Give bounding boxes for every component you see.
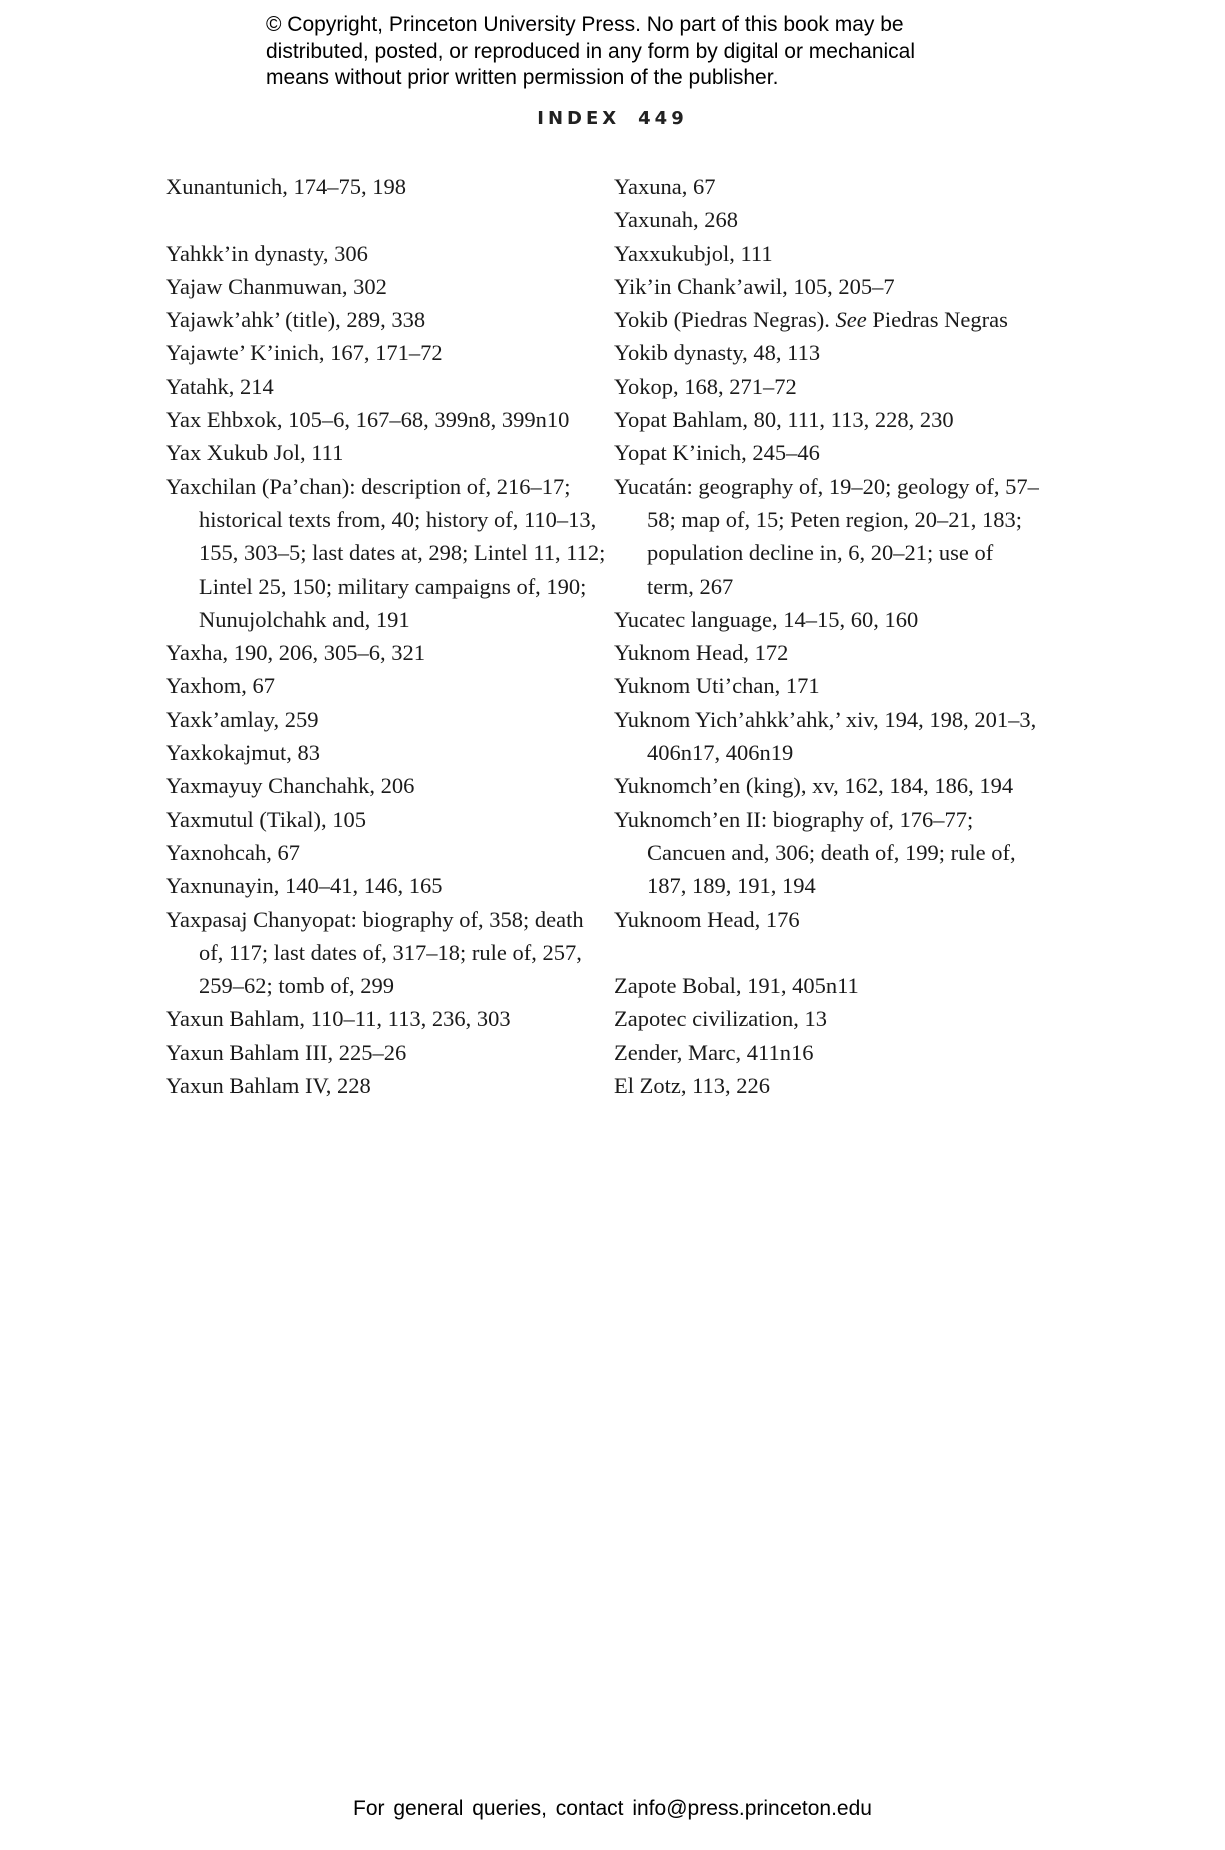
index-entry: Yuknom Head, 172 [614, 640, 789, 666]
index-entry: Yaxha, 190, 206, 305–6, 321 [166, 640, 425, 666]
index-entry: Yucatec language, 14–15, 60, 160 [614, 606, 919, 632]
index-entry: Yaxchilan (Pa’chan): description of, 216–17; historical texts from, 40; history of, 110–13, 155, 303–5; last dates at, 298; Lintel 11, 112; Lintel 25, 150; military campaigns of, 190; Nunujolchahk and, 191 [166, 473, 606, 632]
index-entry: Xunantunich, 174–75, 198 [166, 174, 406, 199]
index-entry: Yaxun Bahlam, 110–11, 113, 236, 303 [166, 1006, 511, 1032]
index-entry: Yaxun Bahlam IV, 228 [166, 1073, 371, 1099]
copyright-line-1: © Copyright, Princeton University Press. No part of this book may be [266, 13, 904, 36]
copyright-line-2: distributed, posted, or reproduced in any form by digital or mechanical [266, 39, 916, 63]
index-entry: Yajawte’ K’inich, 167, 171–72 [166, 340, 443, 366]
index-entry: Yajawk’ahk’ (title), 289, 338 [166, 307, 426, 333]
letter-gap [166, 203, 606, 236]
index-entry: Yuknoom Head, 176 [614, 906, 800, 932]
index-entry: Yaxxukubjol, 111 [614, 240, 773, 266]
index-entry: Yax Xukub Jol, 111 [166, 440, 344, 466]
index-entry: El Zotz, 113, 226 [614, 1073, 771, 1099]
index-entry: Yatahk, 214 [166, 373, 274, 399]
index-entry: Yokib (Piedras Negras). See Piedras Negras [614, 307, 1008, 333]
index-entry: Zender, Marc, 411n16 [614, 1039, 814, 1065]
index-entry: Yaxunah, 268 [614, 207, 738, 233]
index-entry: Yokib dynasty, 48, 113 [614, 340, 821, 366]
index-entry: Yik’in Chank’awil, 105, 205–7 [614, 273, 895, 299]
index-entry: Yaxk’amlay, 259 [166, 706, 319, 732]
copyright-notice [266, 12, 986, 92]
index-entry: Yaxuna, 67 [614, 174, 716, 199]
index-entry: Yahkk’in dynasty, 306 [166, 240, 368, 266]
index-entry: Yaxmayuy Chanchahk, 206 [166, 773, 415, 799]
index-entry: Yaxkokajmut, 83 [166, 740, 320, 766]
index-entry: Yaxpasaj Chanyopat: biography of, 358; death of, 117; last dates of, 317–18; rule of, 257, 259–62; tomb of, 299 [166, 906, 584, 999]
index-entry: Yaxnohcah, 67 [166, 839, 300, 865]
footer-contact: For general queries, contact info@press.princeton.edu [353, 1797, 872, 1820]
index-entry: Yuknom Uti’chan, 171 [614, 673, 820, 699]
index-entry: Yucatán: geography of, 19–20; geology of, 57–58; map of, 15; Peten region, 20–21, 183; population decline in, 6, 20–21; use of term, 267 [614, 473, 1039, 599]
copyright-line-3: means without prior written permission of the publisher. [266, 66, 779, 89]
index-entry: Yaxhom, 67 [166, 673, 275, 699]
index-entry: Yajaw Chanmuwan, 302 [166, 273, 387, 299]
letter-gap [614, 936, 1044, 969]
page-number: 449 [638, 108, 688, 129]
index-entry: Zapotec civilization, 13 [614, 1006, 828, 1032]
index-entry: Yuknomch’en II: biography of, 176–77; Cancuen and, 306; death of, 199; rule of, 187, 189, 191, 194 [614, 806, 1016, 899]
index-entry: Yax Ehbxok, 105–6, 167–68, 399n8, 399n10 [166, 407, 570, 433]
index-column-left [166, 170, 606, 1102]
index-column-right [614, 170, 1044, 1102]
index-entry: Yaxnunayin, 140–41, 146, 165 [166, 873, 443, 899]
index-entry: Yaxmutul (Tikal), 105 [166, 806, 367, 832]
index-entry: Yuknomch’en (king), xv, 162, 184, 186, 194 [614, 773, 1014, 799]
index-entry: Zapote Bobal, 191, 405n11 [614, 973, 859, 999]
index-entry: Yuknom Yich’ahkk’ahk,’ xiv, 194, 198, 201–3, 406n17, 406n19 [614, 706, 1037, 766]
running-head [0, 108, 1225, 129]
index-entry: Yokop, 168, 271–72 [614, 373, 797, 399]
index-entry: Yopat Bahlam, 80, 111, 113, 228, 230 [614, 407, 954, 433]
running-head-label: INDEX [537, 108, 621, 129]
index-entry: Yopat K’inich, 245–46 [614, 440, 820, 466]
index-entry: Yaxun Bahlam III, 225–26 [166, 1039, 407, 1065]
